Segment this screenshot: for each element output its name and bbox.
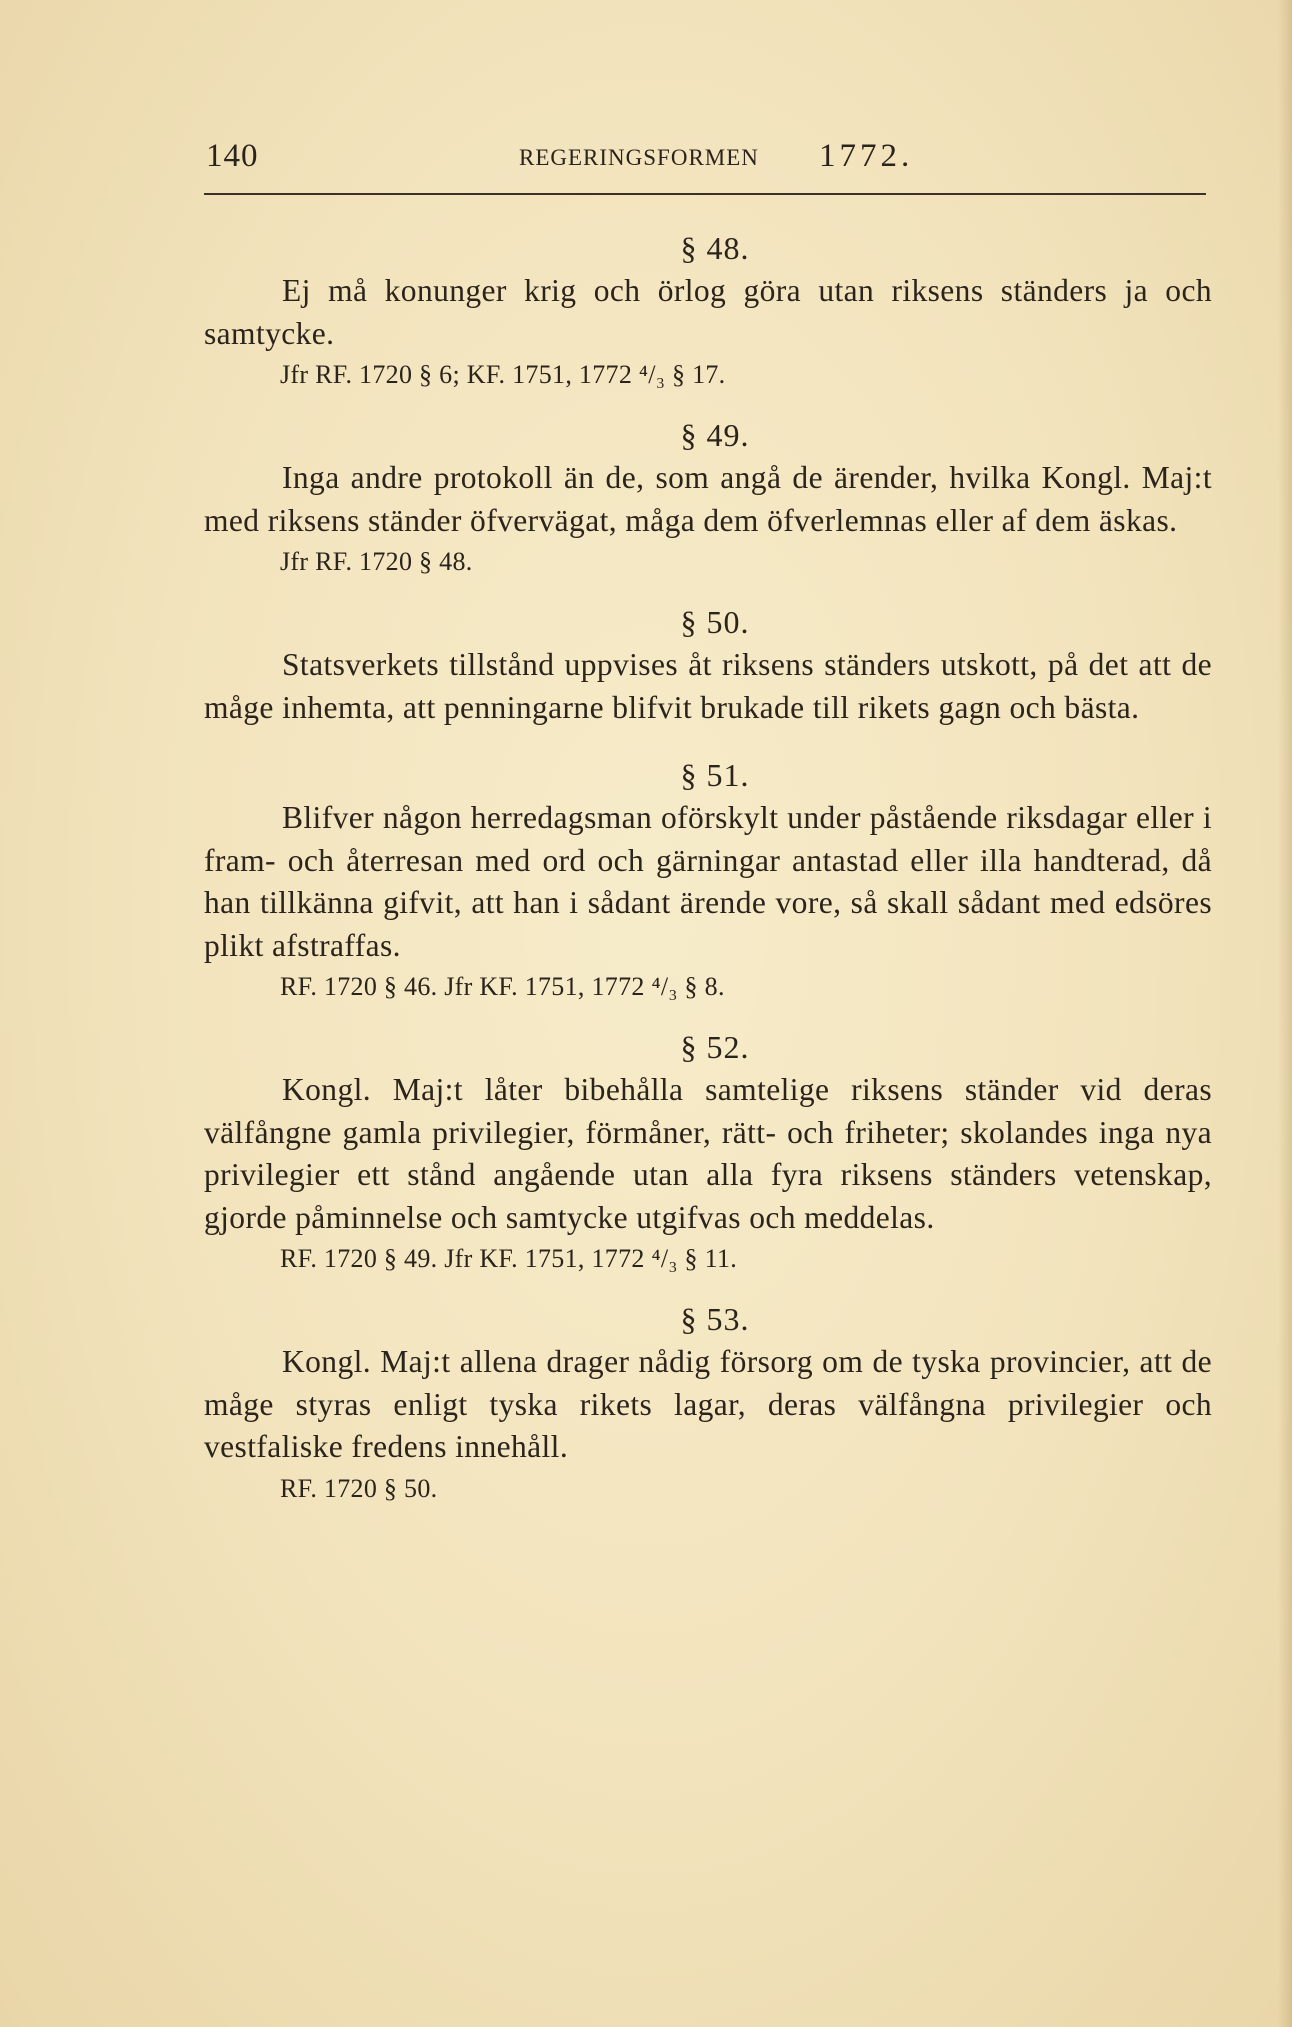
- section-heading: § 48.: [680, 230, 750, 266]
- running-title: REGERINGSFORMEN: [519, 145, 759, 170]
- section-heading: § 53.: [680, 1301, 750, 1337]
- page-content: [204, 226, 1212, 1527]
- section-heading: § 52.: [680, 1029, 750, 1065]
- section-48: [204, 226, 1212, 395]
- header-rule: [204, 193, 1206, 195]
- section-reference: RF. 1720 § 50.: [280, 1473, 438, 1503]
- section-49: [204, 413, 1212, 582]
- section-reference: Jfr RF. 1720 § 48.: [280, 547, 473, 576]
- section-reference: RF. 1720 § 49. Jfr KF. 1751, 1772 ⁴/₃ § 11.: [280, 1244, 738, 1273]
- running-year: 1772.: [819, 138, 914, 174]
- section-text: Kongl. Maj:t allena drager nådig försorg om de tyska provincier, att de måge styras enligt tyska rikets lagar, deras välfångna privilegier och vestfaliske fredens innehåll.: [204, 1344, 1212, 1464]
- section-reference: Jfr RF. 1720 § 6; KF. 1751, 1772 ⁴/₃ § 17.: [280, 360, 726, 389]
- section-text: Blifver någon herredagsman oförskylt under påstående riksdagar eller i fram- och återresan med ord och gärningar antastad eller illa handterad, då han tillkänna gifvit, att han i sådant ärende vore, så skall sådant med edsöres plikt afstraffas.: [204, 800, 1212, 963]
- section-heading: § 49.: [680, 417, 750, 453]
- section-spacer: [204, 729, 1212, 735]
- section-heading: § 50.: [680, 604, 750, 640]
- section-text: Inga andre protokoll än de, som angå de ärender, hvilka Kongl. Maj:t med riksens ständer öfvervägat, måga dem öfverlemnas eller af dem äskas.: [204, 460, 1212, 538]
- section-text: Statsverkets tillstånd uppvises åt riksens ständers utskott, på det att de måge inhemta, att penningarne blifvit brukade till rikets gagn och bästa.: [204, 647, 1212, 725]
- section-51: [204, 753, 1212, 1007]
- section-heading: § 51.: [680, 757, 750, 793]
- section-text: Kongl. Maj:t låter bibehålla samtelige riksens ständer vid deras välfångne gamla privilegier, förmåner, rätt- och friheter; skolandes inga nya privilegier ett stånd angående utan alla fyra riksens ständers vetenskap, gjorde påminnelse och samtycke utgifvas och meddelas.: [204, 1072, 1212, 1235]
- page-edge-shadow: [1278, 0, 1292, 2027]
- section-52: [204, 1025, 1212, 1279]
- section-50: [204, 600, 1212, 735]
- section-text: Ej må konunger krig och örlog göra utan riksens ständers ja och samtycke.: [204, 273, 1212, 351]
- section-53: [204, 1297, 1212, 1509]
- section-reference: RF. 1720 § 46. Jfr KF. 1751, 1772 ⁴/₃ § 8.: [280, 972, 725, 1001]
- page-number: 140: [206, 138, 259, 174]
- running-head: [206, 132, 1206, 182]
